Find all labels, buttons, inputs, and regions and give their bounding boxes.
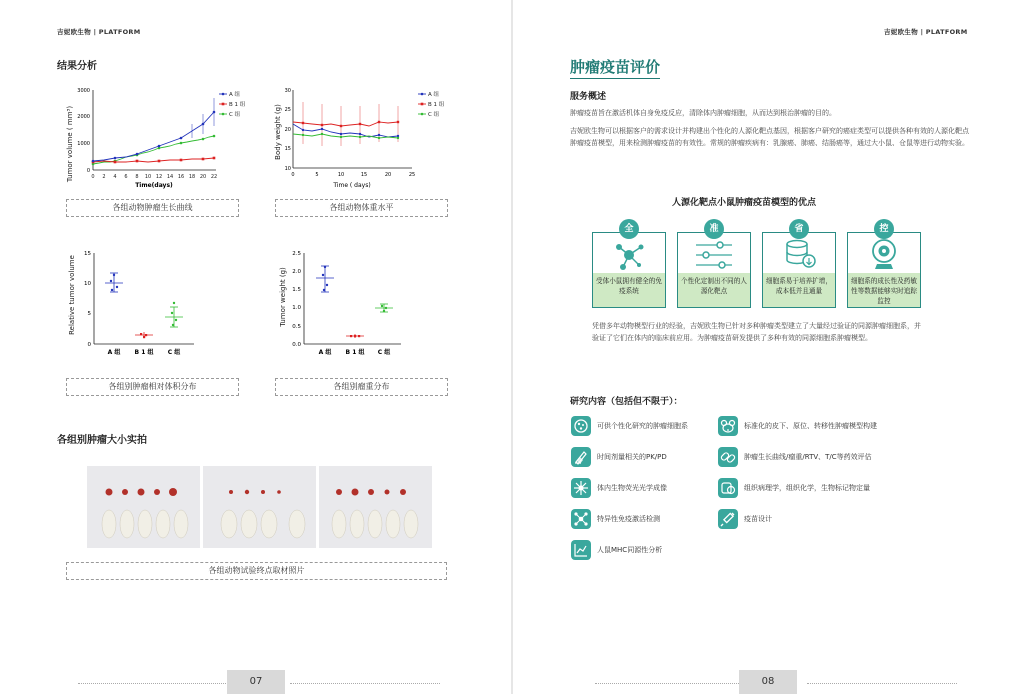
chart1-xtick: 2 bbox=[102, 174, 106, 180]
caption-relative-volume: 各组别肿瘤相对体积分布 bbox=[66, 378, 239, 396]
chart4-xtick-a: A 组 bbox=[318, 349, 332, 356]
experience-paragraph: 凭借多年动物模型行业的经验，吉妮欧生物已针对多种肿瘤类型建立了大量经过验证的同源肿瘤细胞系，并验证了它们在体内的临床前应用。为肿瘤疫苗研发提供了多种有效的同源细胞系肿瘤模型。 bbox=[592, 322, 921, 342]
chart2-ytick: 30 bbox=[284, 88, 291, 94]
chart2-xtick: 25 bbox=[408, 172, 416, 178]
badge-precise: 准 bbox=[704, 219, 724, 239]
chart3-ytick: 0 bbox=[87, 342, 91, 348]
chart2-legend-a: A 组 bbox=[428, 92, 440, 98]
series-a-line bbox=[93, 112, 214, 161]
webcam-icon bbox=[848, 233, 920, 273]
chart3-xtick-c: C 组 bbox=[167, 349, 181, 356]
research-item-text: 标准化的皮下、原位、转移性肿瘤模型构建 bbox=[744, 422, 877, 430]
left-page bbox=[0, 0, 511, 694]
advantages-title: 人源化靶点小鼠肿瘤疫苗模型的优点 bbox=[672, 198, 817, 208]
chart-icon bbox=[571, 540, 591, 560]
group-c-points bbox=[165, 307, 183, 327]
chart2-ylabel: Body weight (g) bbox=[274, 104, 282, 160]
caption-body-weight: 各组动物体重水平 bbox=[275, 199, 448, 217]
chart1-legend-a: A 组 bbox=[229, 92, 241, 98]
advantage-card-precise bbox=[677, 232, 751, 308]
page-title: 肿瘤疫苗评价 bbox=[570, 56, 660, 79]
series-c-line bbox=[93, 136, 214, 164]
research-item-text: 可供个性化研究的肿瘤细胞系 bbox=[597, 422, 688, 430]
flask-icon bbox=[571, 447, 591, 467]
chart4-ytick: 1.0 bbox=[292, 305, 301, 311]
overview-paragraph-2: 吉妮欧生物可以根据客户的需求设计并构建出个性化的人源化靶点基因，根据客户研究的癌症类型可以提供各种有效的人源化靶点肿瘤疫苗模型，用来检测肿瘤疫苗的有效性。常规的肿瘤疾病有：乳腺癌、肺癌、结肠癌等，通过大小鼠、仓鼠等进行动物实验。 bbox=[570, 127, 969, 147]
chart2-xtick: 0 bbox=[291, 172, 295, 178]
chart1-ytick: 1000 bbox=[77, 141, 90, 147]
advantage-card-complete bbox=[592, 232, 666, 308]
section-title-photos: 各组别肿瘤大小实拍 bbox=[57, 435, 147, 446]
chart3-xtick-a: A 组 bbox=[107, 349, 121, 356]
body-weight-chart bbox=[272, 84, 462, 194]
section-title-results: 结果分析 bbox=[57, 61, 97, 72]
chart4-ytick: 0.5 bbox=[292, 324, 301, 330]
chart1-ylabel: Tumor volume ( mm³) bbox=[66, 105, 74, 183]
burst-icon bbox=[571, 478, 591, 498]
specimen-photo-3 bbox=[319, 466, 432, 548]
chart1-ytick: 0 bbox=[86, 168, 90, 174]
chart2-xtick: 5 bbox=[315, 172, 319, 178]
tumor-growth-chart bbox=[62, 84, 246, 194]
chart1-xlabel: Time(days) bbox=[135, 182, 173, 189]
advantage-text: 个性化定制出不同的人源化靶点 bbox=[678, 273, 750, 307]
research-item-text: 组织病理学，组织化学，生物标记物定量 bbox=[744, 484, 870, 492]
research-title: 研究内容（包括但不限于）： bbox=[570, 397, 683, 407]
sliders-icon bbox=[678, 233, 750, 273]
chart1-xtick: 18 bbox=[188, 174, 196, 180]
advantage-text: 细胞系易于培养扩增，成本低并且通量 bbox=[763, 273, 835, 307]
chart2-ytick: 20 bbox=[284, 127, 291, 133]
page-number: 07 bbox=[227, 670, 285, 694]
specimen-photo-2 bbox=[203, 466, 316, 548]
chart2-xtick: 10 bbox=[337, 172, 345, 178]
molecule-icon bbox=[593, 233, 665, 273]
badge-economical: 省 bbox=[789, 219, 809, 239]
cell-icon bbox=[571, 416, 591, 436]
chart2-ytick: 15 bbox=[284, 146, 291, 152]
chart4-ytick: 2.0 bbox=[292, 269, 301, 275]
chart1-legend-b: B 1 组 bbox=[229, 102, 246, 108]
chart4-ylabel: Tumor weight (g) bbox=[279, 267, 287, 327]
caption-tumor-growth: 各组动物肿瘤生长曲线 bbox=[66, 199, 239, 217]
chart2-legend-b: B 1 组 bbox=[428, 102, 445, 108]
footer-dots-left bbox=[595, 683, 745, 684]
chart1-xtick: 10 bbox=[144, 174, 152, 180]
brand-header: 吉妮欧生物 | PLATFORM bbox=[57, 28, 141, 36]
chart4-xtick-b: B 1 组 bbox=[345, 349, 365, 356]
chart1-legend-c: C 组 bbox=[229, 112, 241, 118]
database-icon bbox=[763, 233, 835, 273]
chart2-legend-c: C 组 bbox=[428, 112, 440, 118]
chart2-xtick: 20 bbox=[384, 172, 392, 178]
research-item-text: 人鼠MHC同源性分析 bbox=[597, 546, 663, 554]
mouse-icon bbox=[718, 416, 738, 436]
badge-controllable: 控 bbox=[874, 219, 894, 239]
chart3-xtick-b: B 1 组 bbox=[134, 349, 154, 356]
chart1-xtick: 12 bbox=[155, 174, 163, 180]
research-item-text: 体内生物荧光光学成像 bbox=[597, 484, 667, 492]
advantage-card-economical bbox=[762, 232, 836, 308]
chart1-xtick: 22 bbox=[210, 174, 218, 180]
chart1-xtick: 6 bbox=[124, 174, 128, 180]
specimen-photo-1 bbox=[87, 466, 200, 548]
advantage-card-controllable bbox=[847, 232, 921, 308]
chart4-ytick: 2.5 bbox=[292, 251, 301, 257]
overview-title: 服务概述 bbox=[570, 92, 607, 102]
syringe-icon bbox=[718, 509, 738, 529]
chart1-xtick: 16 bbox=[177, 174, 185, 180]
caption-tumor-weight: 各组别瘤重分布 bbox=[275, 378, 448, 396]
series-b-line bbox=[293, 122, 398, 126]
chart3-ytick: 15 bbox=[84, 251, 91, 257]
research-item-text: 时间剂量相关的PK/PD bbox=[597, 453, 667, 461]
group-a-points bbox=[316, 266, 334, 292]
chart1-xtick: 8 bbox=[135, 174, 139, 180]
chart3-ylabel: Relative tumor volume bbox=[68, 255, 76, 335]
caption-photos: 各组动物试验终点取材照片 bbox=[66, 562, 447, 580]
badge-complete: 全 bbox=[619, 219, 639, 239]
footer-dots-left bbox=[78, 683, 228, 684]
chart3-ytick: 10 bbox=[84, 281, 91, 287]
research-item-text: 疫苗设计 bbox=[744, 515, 772, 523]
chart1-xtick: 0 bbox=[91, 174, 95, 180]
chart4-xtick-c: C 组 bbox=[377, 349, 391, 356]
chart1-xtick: 4 bbox=[113, 174, 117, 180]
chart2-xlabel: Time ( days) bbox=[333, 182, 371, 189]
network-icon bbox=[571, 509, 591, 529]
chart4-ytick: 1.5 bbox=[292, 287, 301, 293]
brand-header: 吉妮欧生物 | PLATFORM bbox=[884, 28, 968, 36]
chart3-ytick: 5 bbox=[87, 311, 91, 317]
chart1-ytick: 2000 bbox=[77, 114, 90, 120]
relative-tumor-volume-chart bbox=[64, 245, 224, 360]
chart4-ytick: 0.0 bbox=[292, 342, 301, 348]
footer-dots-right bbox=[290, 683, 440, 684]
chart2-xtick: 15 bbox=[360, 172, 368, 178]
chart1-ytick: 3000 bbox=[77, 88, 90, 94]
footer-dots-right bbox=[807, 683, 957, 684]
pills-icon bbox=[718, 447, 738, 467]
advantage-text: 细胞系的成长性及药敏性等数据能够实时追踪监控 bbox=[848, 273, 920, 307]
right-page bbox=[513, 0, 1024, 694]
chart2-ytick: 10 bbox=[284, 166, 291, 172]
overview-paragraph-1: 肿瘤疫苗旨在激活机体自身免疫反应，清除体内肿瘤细胞，从而达到根治肿瘤的目的。 bbox=[570, 109, 836, 117]
research-item-text: 特异性免疫激活检测 bbox=[597, 515, 660, 523]
tissue-icon bbox=[718, 478, 738, 498]
chart1-xtick: 14 bbox=[166, 174, 174, 180]
advantage-text: 受体小鼠拥有健全的免疫系统 bbox=[593, 273, 665, 307]
chart1-xtick: 20 bbox=[199, 174, 207, 180]
page-number: 08 bbox=[739, 670, 797, 694]
chart2-ytick: 25 bbox=[284, 107, 291, 113]
tumor-weight-chart bbox=[276, 245, 436, 360]
research-item-text: 肿瘤生长曲线/瘤重/RTV、T/C等药效评估 bbox=[744, 453, 872, 461]
